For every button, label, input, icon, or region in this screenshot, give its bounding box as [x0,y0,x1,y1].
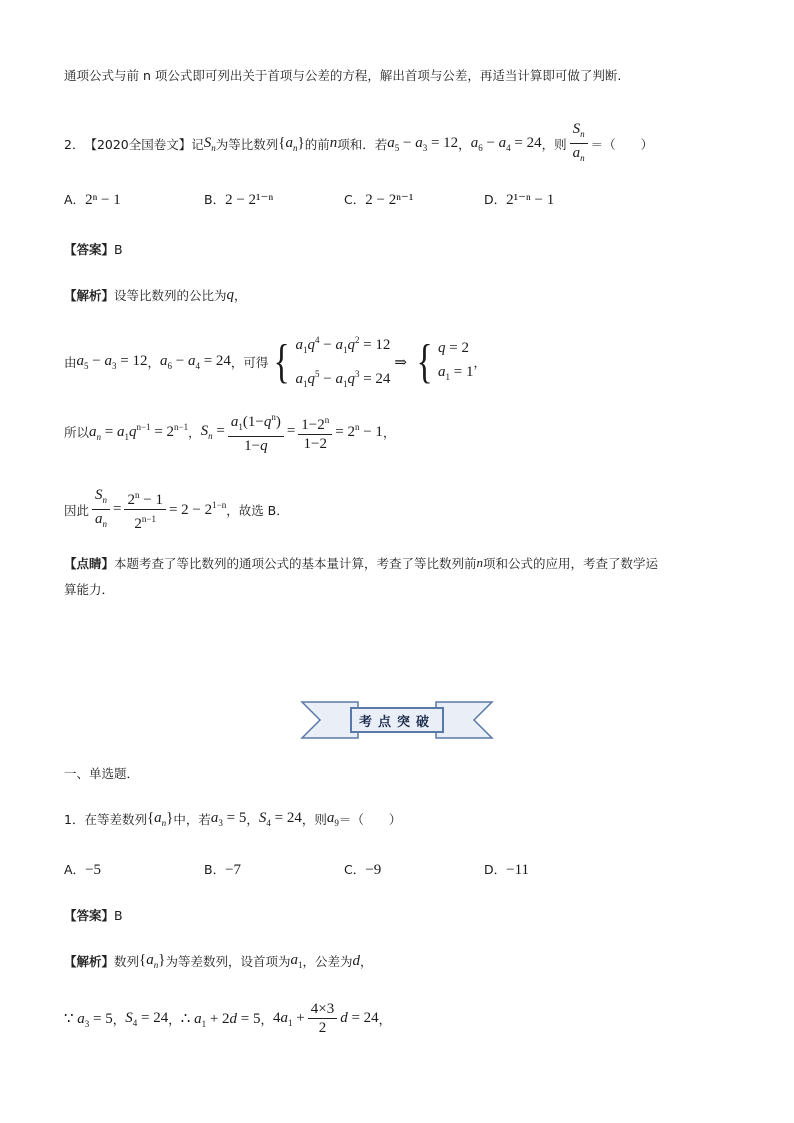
q2-analysis-2: 由 $a_5 - a_3 = 12$ ， $a_6 - a_4 = 24$ ，可得 { $a_1q^4 - a_1q^2 = 12$ $a_1q^5 - a_1q^3 = 24$ ⇒ { q = 2 $a_1 = 1$ ， [64,328,486,396]
question-1: 1． 在等差数列 $\{a_n\}$ 中，若 $a_3 = 5$ ， $S_4 = 24$ ，则 $a_9$ ＝（ ） [64,810,402,828]
math-cond-2: $a_6 - a_4 = 24$ [470,134,542,153]
q2-analysis-1: 【解析】 设等比数列的公比为 q ， [64,286,247,303]
q1-answer: 【答案】 B [64,907,123,923]
math-sn: $S_n$ [203,134,216,153]
q1-option-a[interactable]: A．−5 [64,862,102,878]
q1-analysis-2: ∵ $a_3 = 5$ ， $S_4 = 24$ ， ∴ $a_1 + 2d = 5$ ， $4a_1$ + $\frac{4\times 3}{2}$ d = 24 ， [64,1001,392,1036]
math-sn-over-an: $\frac{S_n}{a_n}$ [570,120,588,167]
q2-option-c[interactable]: C．2 − 2ⁿ⁻¹ [344,192,414,208]
q2-comment: 【点睛】 本题考查了等比数列的通项公式的基本量计算，考查了等比数列前 n 项和公式的应用，考查了数学运 [64,555,659,571]
q2-option-a[interactable]: A．2ⁿ − 1 [64,192,121,208]
q2-option-d[interactable]: D．2¹⁻ⁿ − 1 [484,192,555,208]
equation-system-1: $a_1q^4 - a_1q^2 = 12$ $a_1q^5 - a_1q^3 = 24$ [295,335,391,389]
q1-option-d[interactable]: D．−11 [484,862,530,878]
equation-system-2: q = 2 $a_1 = 1$ [438,339,474,382]
section-banner [300,700,494,740]
q2-analysis-4: 因此 $\frac{S_n}{a_n}$ = $\frac{2^n - 1}{2^{n-1}}$ = $2 - 2^{1-n}$ ，故选 B． [64,487,289,532]
q1-option-b[interactable]: B．−7 [204,862,242,878]
q2-analysis-3: 所以 $a_n = a_1q^{n-1} = 2^{n-1}$ ， $S_n$ = $\frac{a_1(1-q^n)}{1-q}$ = $\frac{1-2^n}{1-2}$ = $2^n - 1$ ， [64,408,395,455]
section-heading: 一、单选题． [64,766,140,781]
question-2: 2． 【2020全国卷文】 记 $S_n$ 为等比数列 $\{a_n\}$ 的前 n 项和．若 $a_5 - a_3 = 12$ ， $a_6 - a_4 = 24$ ，则 $\frac{S_n}{a_n}$ ＝（ ） [64,120,653,167]
math-cond-1: $a_5 - a_3 = 12$ [387,134,459,153]
q1-option-c[interactable]: C．−9 [344,862,382,878]
q1-analysis-1: 【解析】 数列 $\{a_n\}$ 为等差数列，设首项为 $a_1$ ，公差为 d ， [64,952,373,970]
q2-option-b[interactable]: B．2 − 2¹⁻ⁿ [204,192,274,208]
banner-title: 考点突破 [350,707,444,733]
intro-line: 通项公式与前 n 项公式即可列出关于首项与公差的方程，解出首项与公差，再适当计算即可做了判断. [64,68,622,83]
q2-comment-cont: 算能力． [64,582,115,597]
q2-answer: 【答案】 B [64,241,123,257]
math-an-seq: $\{a_n\}$ [278,134,305,153]
